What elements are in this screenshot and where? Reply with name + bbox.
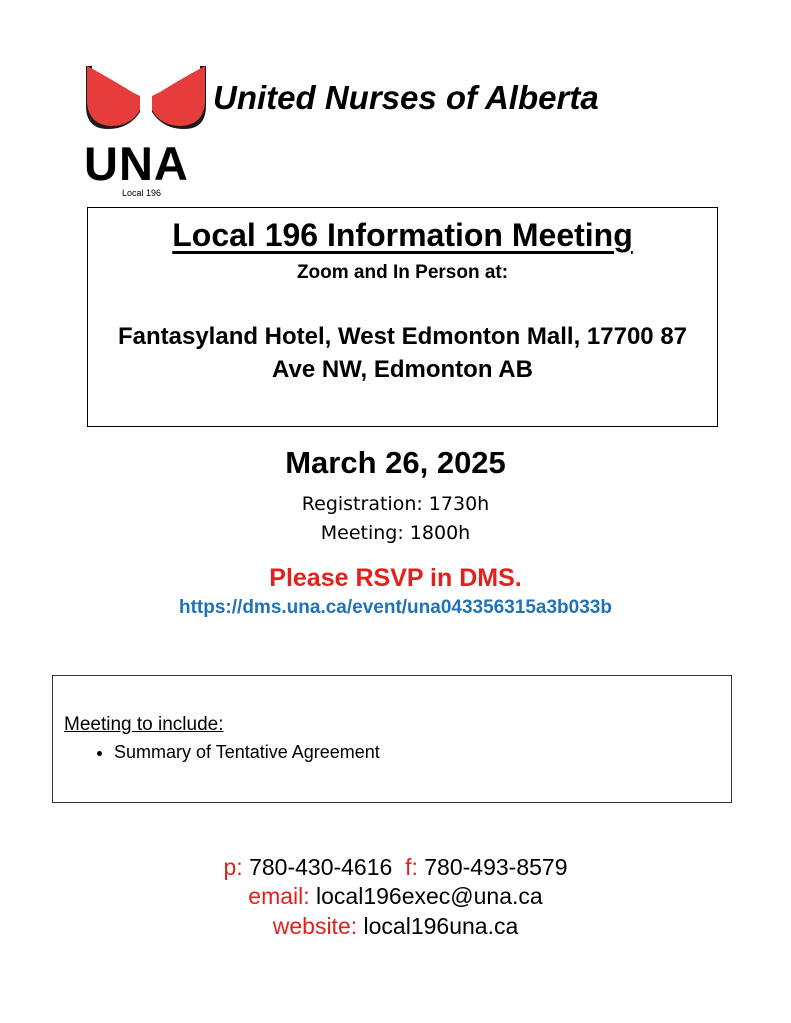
registration-time: Registration: 1730h xyxy=(301,493,490,515)
fax-label: f: xyxy=(405,854,418,880)
meeting-info-box xyxy=(87,207,718,427)
meeting-title xyxy=(88,218,717,253)
organization-name: United Nurses of Alberta xyxy=(213,79,599,116)
contact-email-line xyxy=(0,882,791,911)
meeting-location xyxy=(94,320,711,386)
agenda-heading: Meeting to include: xyxy=(64,714,224,735)
website-label: website: xyxy=(272,912,358,939)
meeting-location-line-1: Fantasyland Hotel, West Edmonton Mall, 17700 87 xyxy=(117,323,688,350)
agenda-item: • Summary of Tentative Agreement xyxy=(114,742,380,764)
rsvp-notice: Please RSVP in DMS. xyxy=(269,564,522,592)
agenda-box xyxy=(52,675,732,803)
rsvp-link[interactable]: https://dms.una.ca/event/una043356315a3b033b xyxy=(179,597,612,618)
contact-website-line xyxy=(0,912,791,941)
meeting-subtitle: Zoom and In Person at: xyxy=(296,262,509,283)
contact-phone-fax-line xyxy=(0,853,791,882)
logo-local-label: Local 196 xyxy=(122,188,162,198)
agenda-list xyxy=(91,742,380,764)
fax-number: 780-493-8579 xyxy=(424,854,568,880)
phone-label: p: xyxy=(223,854,243,880)
meeting-location-line-2: Ave NW, Edmonton AB xyxy=(272,356,533,384)
meeting-time: Meeting: 1800h xyxy=(320,521,471,544)
website-address[interactable]: local196una.ca xyxy=(363,912,519,939)
una-logo xyxy=(84,66,208,200)
email-address[interactable]: local196exec@una.ca xyxy=(316,883,543,910)
email-label: email: xyxy=(248,883,310,910)
contact-info xyxy=(0,853,791,941)
meeting-title-text: Local 196 Information Meeting xyxy=(172,217,633,253)
phone-number: 780-430-4616 xyxy=(249,854,393,880)
meeting-date: March 26, 2025 xyxy=(285,445,506,480)
una-logo-mark-icon xyxy=(84,66,208,144)
schedule-times xyxy=(0,490,791,547)
logo-wordmark: UNA xyxy=(84,137,189,190)
